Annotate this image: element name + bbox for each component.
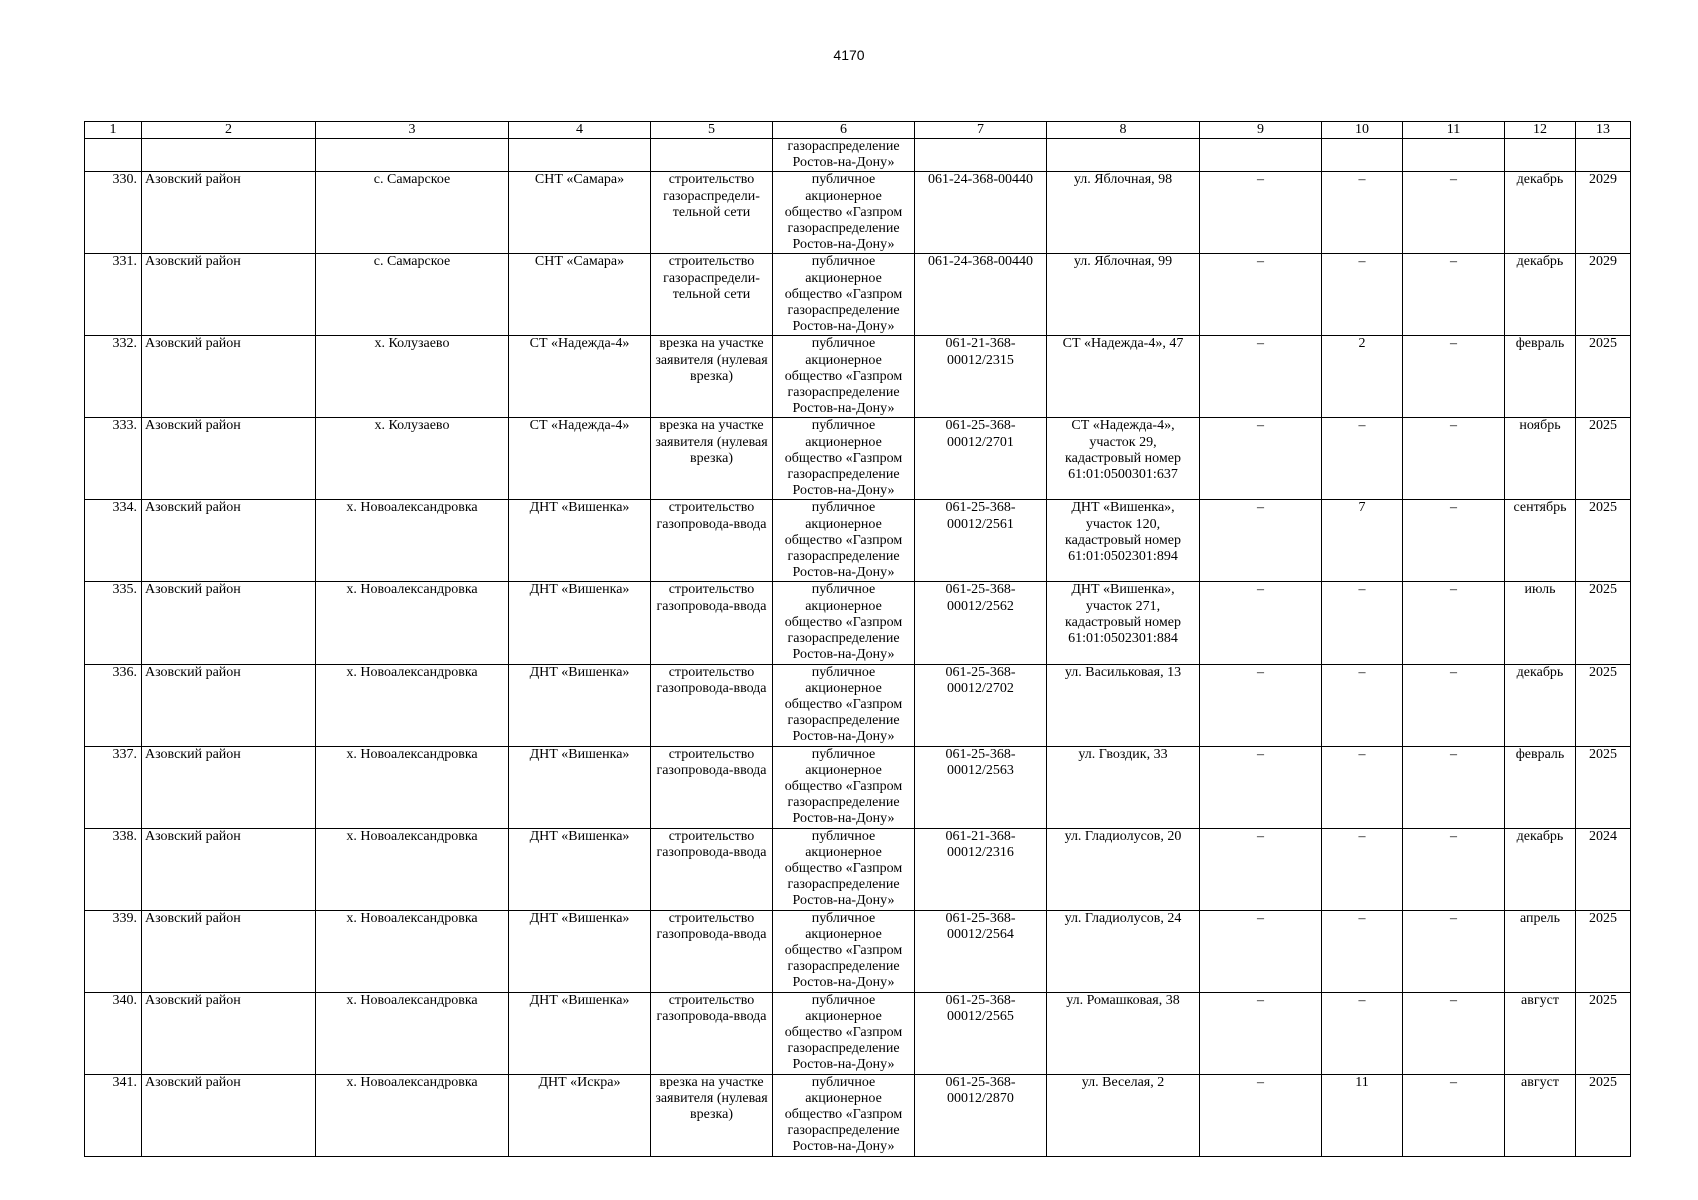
cell-year: 2025 <box>1576 418 1631 500</box>
cell-col-10: – <box>1322 828 1403 910</box>
cell-row-number: 334. <box>85 500 142 582</box>
cell-col-9: – <box>1200 172 1322 254</box>
cell-year: 2025 <box>1576 992 1631 1074</box>
cell-year: 2025 <box>1576 1074 1631 1156</box>
cell-district: Азовский район <box>142 254 316 336</box>
cell-district: Азовский район <box>142 336 316 418</box>
continuation-row <box>85 139 1631 172</box>
column-header-2: 2 <box>142 122 316 139</box>
cell-col-10: 7 <box>1322 500 1403 582</box>
cell-col-11: – <box>1403 828 1505 910</box>
cell-district: Азовский район <box>142 418 316 500</box>
cell-partnership: ДНТ «Искра» <box>509 1074 651 1156</box>
cell-permit-number: 061-25-368-00012/2701 <box>915 418 1047 500</box>
cell-partnership: ДНТ «Вишенка» <box>509 582 651 664</box>
cell-address: ул. Яблочная, 98 <box>1047 172 1200 254</box>
cell-permit-number: 061-25-368-00012/2563 <box>915 746 1047 828</box>
cell-settlement: х. Колузаево <box>316 418 509 500</box>
cell-row-number: 339. <box>85 910 142 992</box>
cell-organization: публичное акционерное общество «Газпром газораспределение Ростов-на-Дону» <box>773 910 915 992</box>
cell-month: август <box>1505 1074 1576 1156</box>
cell-month: июль <box>1505 582 1576 664</box>
cell-settlement: х. Новоалександровка <box>316 1074 509 1156</box>
cell-col-9: – <box>1200 500 1322 582</box>
cell-col-11: – <box>1403 418 1505 500</box>
table-row <box>85 582 1631 664</box>
cell-col-11: – <box>1403 582 1505 664</box>
cell-work-type: врезка на участке заявителя (нулевая врезка) <box>651 336 773 418</box>
cell-settlement: х. Новоалександровка <box>316 500 509 582</box>
cell-col-9: – <box>1200 992 1322 1074</box>
cell-col-9: – <box>1200 1074 1322 1156</box>
table-row <box>85 992 1631 1074</box>
cell-district: Азовский район <box>142 582 316 664</box>
cell-district: Азовский район <box>142 664 316 746</box>
cell-permit-number: 061-24-368-00440 <box>915 254 1047 336</box>
cell-settlement: х. Новоалександровка <box>316 828 509 910</box>
cell-col-11: – <box>1403 664 1505 746</box>
cell-col-11: – <box>1403 254 1505 336</box>
column-header-7: 7 <box>915 122 1047 139</box>
cell-partnership: СТ «Надежда-4» <box>509 418 651 500</box>
cell-partnership: СНТ «Самара» <box>509 254 651 336</box>
cell-address: ул. Ромашковая, 38 <box>1047 992 1200 1074</box>
table-row <box>85 172 1631 254</box>
cell-col-9: – <box>1200 910 1322 992</box>
cell-organization: публичное акционерное общество «Газпром газораспределение Ростов-на-Дону» <box>773 172 915 254</box>
column-header-11: 11 <box>1403 122 1505 139</box>
table-row <box>85 418 1631 500</box>
cell-year: 2029 <box>1576 254 1631 336</box>
cell-work-type: строительство газораспредели-тельной сети <box>651 254 773 336</box>
cell-settlement: х. Новоалександровка <box>316 582 509 664</box>
cell-row-number: 341. <box>85 1074 142 1156</box>
cell-work-type: врезка на участке заявителя (нулевая врезка) <box>651 418 773 500</box>
cell-row-number: 338. <box>85 828 142 910</box>
cell-col-10: – <box>1322 418 1403 500</box>
cell-address: ул. Гладиолусов, 24 <box>1047 910 1200 992</box>
table-header <box>85 122 1631 139</box>
cell-col-11: – <box>1403 1074 1505 1156</box>
cell-work-type <box>651 139 773 172</box>
cell-organization: публичное акционерное общество «Газпром газораспределение Ростов-на-Дону» <box>773 336 915 418</box>
cell-year: 2025 <box>1576 664 1631 746</box>
cell-permit-number: 061-25-368-00012/2562 <box>915 582 1047 664</box>
cell-year: 2025 <box>1576 336 1631 418</box>
table-body <box>85 139 1631 1157</box>
cell-address: СТ «Надежда-4», 47 <box>1047 336 1200 418</box>
cell-organization: публичное акционерное общество «Газпром газораспределение Ростов-на-Дону» <box>773 664 915 746</box>
cell-partnership: СНТ «Самара» <box>509 172 651 254</box>
column-header-9: 9 <box>1200 122 1322 139</box>
table-row <box>85 746 1631 828</box>
cell-partnership: ДНТ «Вишенка» <box>509 992 651 1074</box>
cell-row-number: 333. <box>85 418 142 500</box>
cell-row-number <box>85 139 142 172</box>
cell-row-number: 332. <box>85 336 142 418</box>
cell-month: декабрь <box>1505 664 1576 746</box>
cell-address: ДНТ «Вишенка», участок 271, кадастровый номер 61:01:0502301:884 <box>1047 582 1200 664</box>
cell-col-10: – <box>1322 254 1403 336</box>
cell-address: ДНТ «Вишенка», участок 120, кадастровый номер 61:01:0502301:894 <box>1047 500 1200 582</box>
cell-row-number: 336. <box>85 664 142 746</box>
cell-address <box>1047 139 1200 172</box>
cell-work-type: строительство газопровода-ввода <box>651 992 773 1074</box>
cell-organization: публичное акционерное общество «Газпром газораспределение Ростов-на-Дону» <box>773 746 915 828</box>
column-header-3: 3 <box>316 122 509 139</box>
cell-year: 2025 <box>1576 500 1631 582</box>
column-header-12: 12 <box>1505 122 1576 139</box>
cell-settlement: с. Самарское <box>316 254 509 336</box>
cell-month: декабрь <box>1505 828 1576 910</box>
cell-month: апрель <box>1505 910 1576 992</box>
cell-month: август <box>1505 992 1576 1074</box>
cell-partnership: ДНТ «Вишенка» <box>509 828 651 910</box>
cell-col-10: – <box>1322 582 1403 664</box>
cell-permit-number: 061-25-368-00012/2702 <box>915 664 1047 746</box>
header-row <box>85 122 1631 139</box>
cell-col-9: – <box>1200 254 1322 336</box>
column-header-6: 6 <box>773 122 915 139</box>
cell-month <box>1505 139 1576 172</box>
cell-col-9 <box>1200 139 1322 172</box>
cell-col-11: – <box>1403 992 1505 1074</box>
cell-year: 2025 <box>1576 910 1631 992</box>
cell-col-9: – <box>1200 582 1322 664</box>
cell-work-type: врезка на участке заявителя (нулевая врезка) <box>651 1074 773 1156</box>
column-header-5: 5 <box>651 122 773 139</box>
column-header-4: 4 <box>509 122 651 139</box>
cell-permit-number: 061-25-368-00012/2870 <box>915 1074 1047 1156</box>
cell-address: ул. Гвоздик, 33 <box>1047 746 1200 828</box>
cell-settlement: х. Новоалександровка <box>316 746 509 828</box>
cell-col-10: 2 <box>1322 336 1403 418</box>
table-row <box>85 1074 1631 1156</box>
cell-partnership: ДНТ «Вишенка» <box>509 910 651 992</box>
cell-district: Азовский район <box>142 910 316 992</box>
cell-work-type: строительство газопровода-ввода <box>651 500 773 582</box>
cell-district: Азовский район <box>142 828 316 910</box>
cell-organization: публичное акционерное общество «Газпром газораспределение Ростов-на-Дону» <box>773 582 915 664</box>
cell-col-10: – <box>1322 664 1403 746</box>
cell-partnership <box>509 139 651 172</box>
cell-permit-number: 061-25-368-00012/2561 <box>915 500 1047 582</box>
cell-col-10: 11 <box>1322 1074 1403 1156</box>
cell-year: 2025 <box>1576 746 1631 828</box>
cell-col-11: – <box>1403 910 1505 992</box>
cell-permit-number: 061-21-368-00012/2316 <box>915 828 1047 910</box>
cell-year <box>1576 139 1631 172</box>
cell-partnership: ДНТ «Вишенка» <box>509 664 651 746</box>
cell-col-9: – <box>1200 664 1322 746</box>
cell-organization: публичное акционерное общество «Газпром газораспределение Ростов-на-Дону» <box>773 500 915 582</box>
cell-district: Азовский район <box>142 500 316 582</box>
cell-month: декабрь <box>1505 172 1576 254</box>
cell-organization: публичное акционерное общество «Газпром газораспределение Ростов-на-Дону» <box>773 254 915 336</box>
cell-settlement: х. Новоалександровка <box>316 910 509 992</box>
cell-col-11: – <box>1403 746 1505 828</box>
table-row <box>85 254 1631 336</box>
cell-settlement: х. Новоалександровка <box>316 992 509 1074</box>
cell-row-number: 331. <box>85 254 142 336</box>
column-header-8: 8 <box>1047 122 1200 139</box>
column-header-13: 13 <box>1576 122 1631 139</box>
cell-year: 2025 <box>1576 582 1631 664</box>
cell-permit-number <box>915 139 1047 172</box>
page-number: 4170 <box>833 47 865 63</box>
cell-organization: публичное акционерное общество «Газпром газораспределение Ростов-на-Дону» <box>773 418 915 500</box>
cell-col-10: – <box>1322 746 1403 828</box>
cell-col-10 <box>1322 139 1403 172</box>
table-row <box>85 336 1631 418</box>
cell-month: февраль <box>1505 336 1576 418</box>
cell-permit-number: 061-21-368-00012/2315 <box>915 336 1047 418</box>
cell-work-type: строительство газораспредели-тельной сети <box>651 172 773 254</box>
cell-row-number: 337. <box>85 746 142 828</box>
cell-district: Азовский район <box>142 992 316 1074</box>
cell-address: ул. Гладиолусов, 20 <box>1047 828 1200 910</box>
cell-col-9: – <box>1200 336 1322 418</box>
cell-month: ноябрь <box>1505 418 1576 500</box>
table-row <box>85 500 1631 582</box>
cell-month: декабрь <box>1505 254 1576 336</box>
table-row <box>85 664 1631 746</box>
cell-organization: публичное акционерное общество «Газпром газораспределение Ростов-на-Дону» <box>773 828 915 910</box>
cell-work-type: строительство газопровода-ввода <box>651 910 773 992</box>
column-header-10: 10 <box>1322 122 1403 139</box>
cell-col-9: – <box>1200 828 1322 910</box>
cell-year: 2024 <box>1576 828 1631 910</box>
cell-settlement: с. Самарское <box>316 172 509 254</box>
cell-permit-number: 061-24-368-00440 <box>915 172 1047 254</box>
cell-work-type: строительство газопровода-ввода <box>651 582 773 664</box>
cell-col-10: – <box>1322 910 1403 992</box>
cell-col-10: – <box>1322 172 1403 254</box>
cell-work-type: строительство газопровода-ввода <box>651 828 773 910</box>
cell-address: ул. Васильковая, 13 <box>1047 664 1200 746</box>
cell-month: сентябрь <box>1505 500 1576 582</box>
cell-permit-number: 061-25-368-00012/2565 <box>915 992 1047 1074</box>
cell-district: Азовский район <box>142 1074 316 1156</box>
cell-partnership: СТ «Надежда-4» <box>509 336 651 418</box>
cell-district <box>142 139 316 172</box>
cell-row-number: 335. <box>85 582 142 664</box>
cell-row-number: 330. <box>85 172 142 254</box>
table-row <box>85 910 1631 992</box>
cell-address: СТ «Надежда-4», участок 29, кадастровый номер 61:01:0500301:637 <box>1047 418 1200 500</box>
cell-col-10: – <box>1322 992 1403 1074</box>
cell-permit-number: 061-25-368-00012/2564 <box>915 910 1047 992</box>
cell-col-9: – <box>1200 418 1322 500</box>
cell-settlement: х. Колузаево <box>316 336 509 418</box>
cell-row-number: 340. <box>85 992 142 1074</box>
cell-col-11: – <box>1403 500 1505 582</box>
cell-work-type: строительство газопровода-ввода <box>651 746 773 828</box>
cell-organization: публичное акционерное общество «Газпром газораспределение Ростов-на-Дону» <box>773 992 915 1074</box>
cell-col-11: – <box>1403 172 1505 254</box>
cell-settlement: х. Новоалександровка <box>316 664 509 746</box>
cell-address: ул. Яблочная, 99 <box>1047 254 1200 336</box>
cell-col-11 <box>1403 139 1505 172</box>
cell-organization: газораспределение Ростов-на-Дону» <box>773 139 915 172</box>
cell-address: ул. Веселая, 2 <box>1047 1074 1200 1156</box>
cell-district: Азовский район <box>142 172 316 254</box>
cell-year: 2029 <box>1576 172 1631 254</box>
cell-organization: публичное акционерное общество «Газпром газораспределение Ростов-на-Дону» <box>773 1074 915 1156</box>
cell-work-type: строительство газопровода-ввода <box>651 664 773 746</box>
table-row <box>85 828 1631 910</box>
cell-partnership: ДНТ «Вишенка» <box>509 500 651 582</box>
registry-table <box>84 121 1631 1157</box>
cell-partnership: ДНТ «Вишенка» <box>509 746 651 828</box>
cell-col-9: – <box>1200 746 1322 828</box>
cell-settlement <box>316 139 509 172</box>
cell-month: февраль <box>1505 746 1576 828</box>
cell-district: Азовский район <box>142 746 316 828</box>
cell-col-11: – <box>1403 336 1505 418</box>
column-header-1: 1 <box>85 122 142 139</box>
